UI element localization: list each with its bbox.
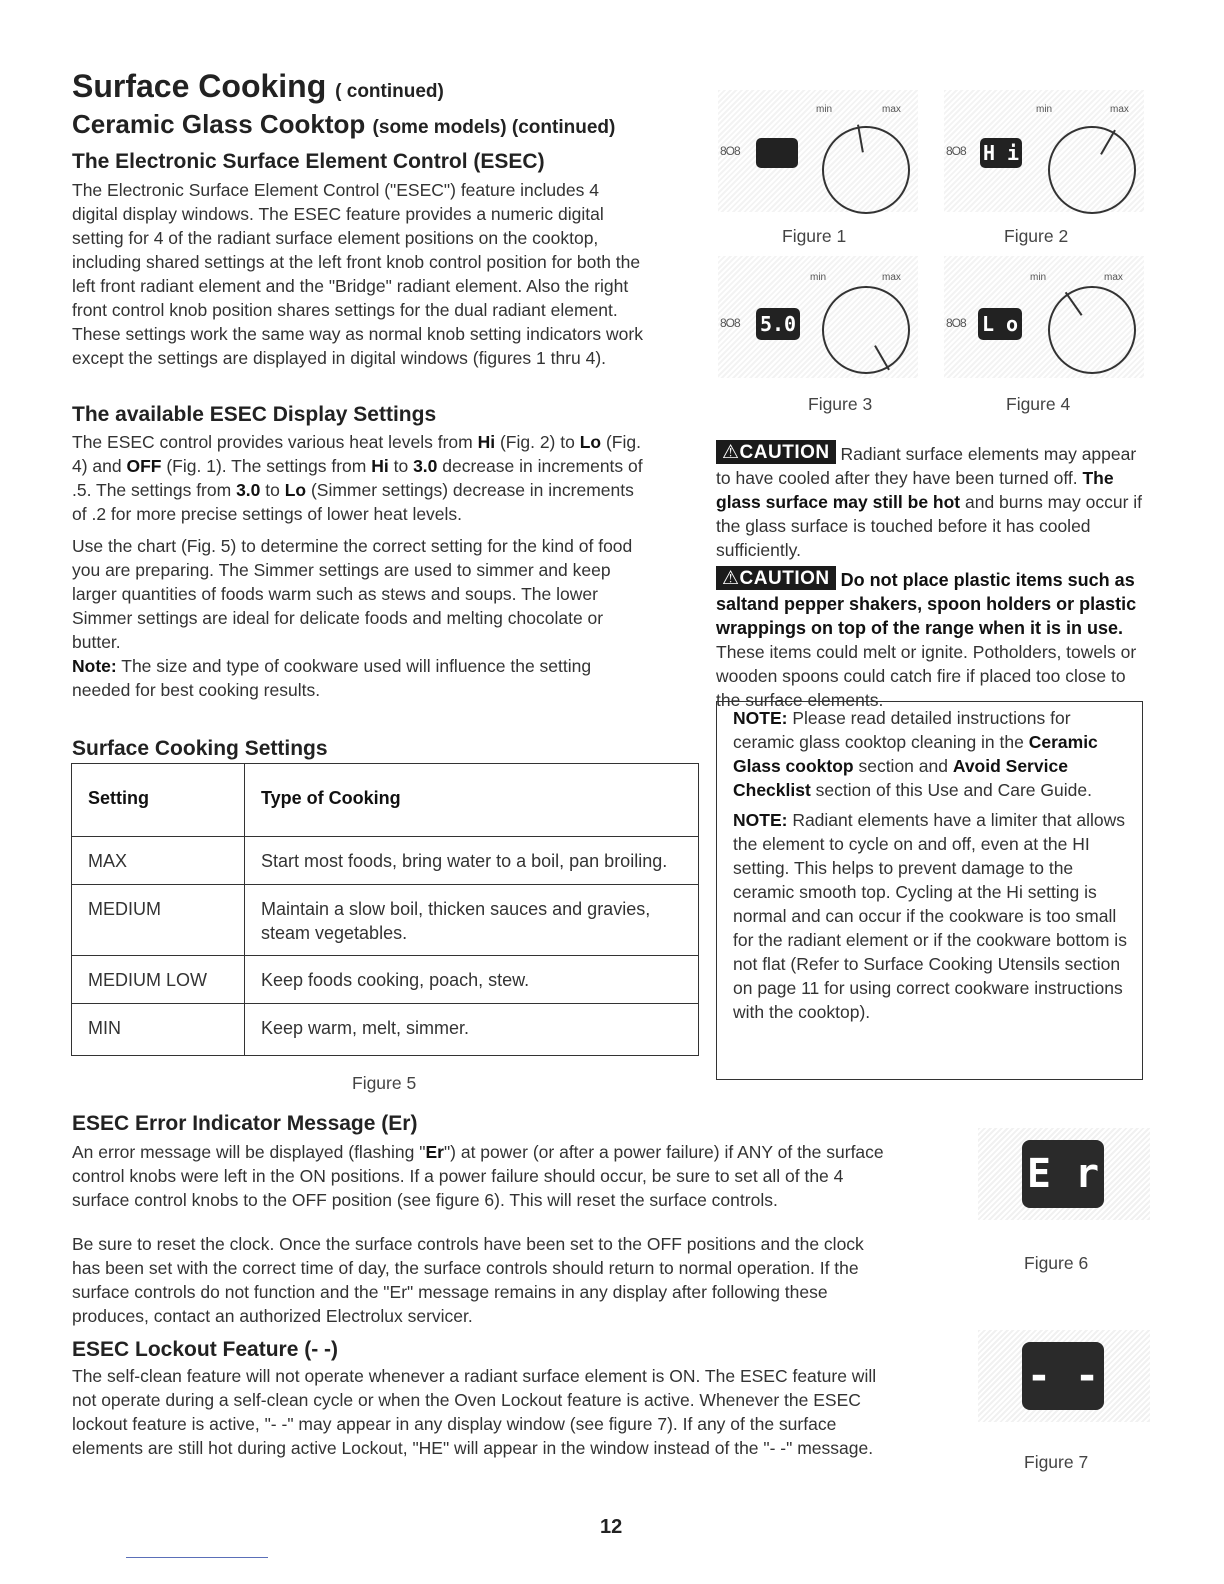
figure-6-display: E r (1022, 1140, 1104, 1208)
warning-icon: ⚠ (722, 568, 740, 589)
figure-5-caption: Figure 5 (352, 1073, 417, 1093)
note-1-bold-ceramic: Ceramic Glass cooktop (733, 732, 1098, 776)
error-heading: ESEC Error Indicator Message (Er) (72, 1112, 418, 1135)
ds-text: (Simmer settings) decrease in increments of .2 for more precise settings of lower heat levels. (72, 480, 634, 524)
indicator-dots-icon: 8O8 (946, 144, 966, 158)
table-cell-setting: MEDIUM LOW (72, 956, 245, 1004)
caution-1-bold: The glass surface may still be hot (716, 468, 1114, 512)
table-row (72, 885, 699, 956)
note-1-text: section and (853, 756, 953, 776)
caution-2 (716, 566, 1146, 712)
table-row (72, 1004, 699, 1056)
display-settings-heading: The available ESEC Display Settings (72, 403, 437, 426)
display-settings-p1 (72, 430, 652, 526)
min-label: min (810, 272, 827, 283)
page-number: 12 (600, 1516, 623, 1538)
figure-6-image (978, 1128, 1150, 1220)
table-header-setting: Setting (72, 764, 245, 837)
caution-1-text: Radiant surface elements may appear to have cooled after they have been turned off. (716, 444, 1137, 488)
table-cell-setting: MAX (72, 837, 245, 885)
ds-text: (Fig. 4) and (72, 432, 641, 476)
warning-icon: ⚠ (722, 442, 740, 463)
page-subtitle-suffix: (some models) (continued) (372, 117, 616, 138)
control-knob-icon (1048, 126, 1136, 214)
ds-three: 3.0 (236, 480, 261, 500)
caution-label: CAUTION (739, 568, 830, 589)
note-1-text: Please read detailed instructions for ceramic glass cooktop cleaning in the (733, 708, 1071, 752)
figure-1-image (718, 90, 918, 212)
figure-1-display (756, 138, 798, 168)
footer-rule (126, 1557, 268, 1558)
min-label: min (1036, 104, 1053, 115)
max-label: max (1104, 272, 1123, 283)
control-knob-icon (822, 286, 910, 374)
figure-3-image (718, 256, 918, 378)
caution-badge (716, 440, 836, 464)
error-text: ") at power (or after a power failure) if ANY of the surface control knobs were left in the ON positions. If a power failure should occur, be sure to set all of the 4 surface control knobs to the OFF position (see figure 6). This will reset the surface controls. (72, 1142, 884, 1210)
figure-1-caption: Figure 1 (782, 226, 847, 246)
error-text: An error message will be displayed (flashing " (72, 1142, 426, 1162)
ds-three: 3.0 (413, 456, 438, 476)
figure-7-caption: Figure 7 (1024, 1452, 1089, 1472)
ds-text: to (260, 480, 285, 500)
ds-hi: Hi (371, 456, 389, 476)
indicator-dots-icon: 8O8 (946, 316, 966, 330)
esec-body: The Electronic Surface Element Control ("ESEC") feature includes 4 digital display windows. The ESEC feature provides a numeric digital setting for 4 of the radiant surface element positions on the cooktop, including shared settings at the left front knob control position for both the left front radiant element and the "Bridge" radiant element. Also the right front control knob position shares settings for the dual radiant element. These settings work the same way as normal knob setting indicators work except the settings are displayed in digital windows (figures 1 thru 4). (72, 180, 643, 368)
figure-4-image (944, 256, 1144, 378)
min-label: min (816, 104, 833, 115)
note-box (716, 701, 1143, 1080)
control-knob-icon (1048, 286, 1136, 374)
indicator-dots-icon: 8O8 (720, 144, 740, 158)
display-settings-note (72, 654, 652, 702)
settings-table (71, 763, 699, 1056)
ds-text: The ESEC control provides various heat levels from (72, 432, 478, 452)
note-1-text: section of this Use and Care Guide. (810, 780, 1092, 800)
caution-2-text: These items could melt or ignite. Potholders, towels or wooden spoons could catch fire if placed too close to the surface elements. (716, 642, 1137, 710)
caution-badge (716, 566, 836, 590)
settings-table-heading: Surface Cooking Settings (72, 737, 328, 760)
figure-4-display: L o (978, 308, 1022, 340)
ds-text: to (388, 456, 414, 476)
max-label: max (1110, 104, 1129, 115)
table-cell-type: Maintain a slow boil, thicken sauces and gravies, steam vegetables. (245, 885, 699, 956)
ds-text: (Fig. 2) to (495, 432, 580, 452)
table-cell-setting: MEDIUM (72, 885, 245, 956)
esec-heading: The Electronic Surface Element Control (ESEC) (72, 150, 545, 173)
table-cell-setting: MIN (72, 1004, 245, 1056)
note-1-label: NOTE: (733, 708, 788, 728)
max-label: max (882, 104, 901, 115)
note-2 (733, 808, 1130, 1024)
figure-2-caption: Figure 2 (1004, 226, 1069, 246)
figure-2-image (944, 90, 1144, 212)
table-header-row (72, 764, 699, 837)
page-subtitle (72, 111, 615, 137)
note-1-bold-checklist: Avoid Service Checklist (733, 756, 1068, 800)
note-text: The size and type of cookware used will influence the setting needed for best cooking results. (72, 656, 592, 700)
ds-lo: Lo (579, 432, 602, 452)
page-title-text: Surface Cooking (72, 68, 327, 104)
page-subtitle-text: Ceramic Glass Cooktop (72, 109, 366, 139)
ds-hi: Hi (477, 432, 496, 452)
figure-2-display: H i (980, 138, 1022, 168)
page-title (72, 70, 444, 102)
ds-text: (Fig. 1). The settings from (161, 456, 372, 476)
note-1 (733, 706, 1130, 802)
max-label: max (882, 272, 901, 283)
caution-1-text2: and burns may occur if the glass surface is touched before it has cooled sufficiently. (716, 492, 1143, 560)
table-header-type: Type of Cooking (245, 764, 699, 837)
caution-1 (716, 440, 1146, 562)
caution-label: CAUTION (739, 442, 830, 463)
figure-4-caption: Figure 4 (1006, 394, 1071, 414)
table-cell-type: Keep warm, melt, simmer. (245, 1004, 699, 1056)
error-er: Er (425, 1142, 444, 1162)
table-row (72, 837, 699, 885)
control-knob-icon (822, 126, 910, 214)
figure-7-display: - - (1022, 1342, 1104, 1410)
figure-3-caption: Figure 3 (808, 394, 873, 414)
ds-off: OFF (126, 456, 162, 476)
note-label: Note: (72, 656, 117, 676)
lockout-body: The self-clean feature will not operate whenever a radiant surface element is ON. The ESEC feature will not operate during a self-clean cycle or when the Oven Lockout feature is active. Whenever the ESEC lockout feature is active, "- -" may appear in any display window (see figure 7). If any of the surface elements are still hot during active Lockout, "HE" will appear in the window instead of the "- -" message. (72, 1366, 877, 1458)
table-cell-type: Start most foods, bring water to a boil, pan broiling. (245, 837, 699, 885)
table-cell-type: Keep foods cooking, poach, stew. (245, 956, 699, 1004)
ds-text: decrease in increments of .5. The settings from (72, 456, 643, 500)
error-p1 (72, 1140, 892, 1212)
ds-lo: Lo (284, 480, 307, 500)
indicator-dots-icon: 8O8 (720, 316, 740, 330)
figure-7-image (978, 1330, 1150, 1422)
note-2-label: NOTE: (733, 810, 788, 830)
figure-3-display: 5.0 (756, 308, 800, 340)
note-2-text: Radiant elements have a limiter that allows the element to cycle on and off, even at the HI setting. This helps to prevent damage to the ceramic smooth top. Cycling at the Hi setting is normal and can occur if the cookware is too small for the radiant element or if the cookware bottom is not flat (Refer to Surface Cooking Utensils section on page 11 for using correct cookware instructions with the cooktop). (733, 810, 1127, 1022)
error-p2: Be sure to reset the clock. Once the surface controls have been set to the OFF positions and the clock has been set with the correct time of day, the surface controls should return to normal operation. If the surface controls do not function and the "Er" message remains in any display after following these produces, contact an authorized Electrolux servicer. (72, 1234, 864, 1326)
min-label: min (1030, 272, 1047, 283)
display-settings-p2: Use the chart (Fig. 5) to determine the correct setting for the kind of food you are preparing. The Simmer settings are used to simmer and keep larger quantities of foods warm such as stews and soups. The lower Simmer settings are ideal for delicate foods and melting chocolate or butter. (72, 536, 633, 652)
table-row (72, 956, 699, 1004)
figure-6-caption: Figure 6 (1024, 1253, 1089, 1273)
page-title-suffix: ( continued) (335, 81, 444, 102)
lockout-heading: ESEC Lockout Feature (- -) (72, 1338, 339, 1361)
caution-2-bold: Do not place plastic items such as saltand pepper shakers, spoon holders or plastic wrappings on top of the range when it is in use. (716, 570, 1137, 638)
